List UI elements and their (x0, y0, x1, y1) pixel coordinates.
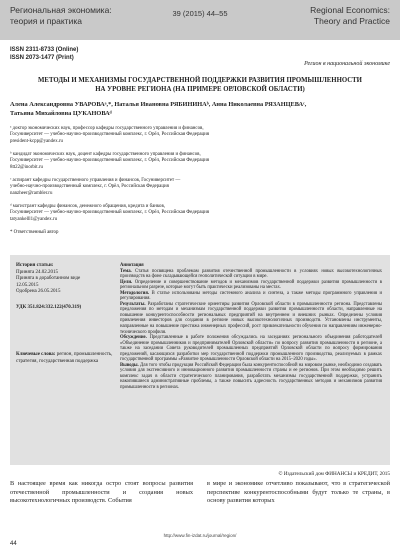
abstract-discussion (120, 335, 382, 363)
affiliation-line: ᵃ доктор экономических наук, профессор кафедры государственного управления и финансов, (10, 126, 204, 131)
abstract-discussion-text: Представленные в работе положения обсуждались на заседаниях регионального объединения работодателей «Объединение промышленников и предпринимателей Орловской области» по вопросу развития промышленности в регионе, а также на заседании Совета руководителей промышленных предприятий Орловской области по вопросу формирования предложений, касающихся разработки мер государственной поддержки промышленного производства, реализуемых в рамках государственной программы «Развитие промышленности Орловской области на 2015–2020 годы». (120, 335, 382, 363)
article-title-line2: НА УРОВНЕ РЕГИОНА (НА ПРИМЕРЕ ОРЛОВСКОЙ ОБЛАСТИ) (95, 86, 305, 93)
affiliation-a (10, 126, 310, 145)
affiliation-email[interactable]: nanzheer@rambler.ru (10, 190, 53, 196)
abstract-topic-text: Статья посвящена проблемам развития отечественной промышленности в условиях новых высокотехнологичных производств на фоне складывающейся геополитической ситуации в мире. (120, 268, 382, 280)
abstract-results (120, 302, 382, 335)
journal-name-en-line1: Regional Economics: (310, 5, 390, 15)
journal-header-band (0, 0, 400, 40)
article-history (16, 263, 114, 296)
abstract-topic-label: Тема. (120, 268, 132, 274)
abstract-results-label: Результаты. (120, 301, 146, 307)
received-date: Принята 24.02.2015 (16, 269, 58, 275)
abstract-goal-text: Определение и совершенствование методов и механизмов государственной поддержки развития промышленности в региональном разрезе, которые могут быть практически реализованы на местах. (120, 279, 383, 291)
affiliation-line: ᵈ магистрант кафедры финансов, денежного обращения, кредита и банков, (10, 204, 166, 209)
history-label: История статьи: (16, 263, 54, 268)
copyright-notice: © Издательский дом ФИНАНСЫ и КРЕДИТ, 2015 (278, 471, 390, 477)
abstract-conclusions-label: Выводы. (120, 362, 139, 368)
section-rubric: Регион в национальной экономике (304, 61, 390, 67)
issn-online: ISSN 2311-8733 (Online) (10, 47, 79, 53)
revised-label: Принята в доработанном виде (16, 276, 81, 282)
affiliation-c (10, 178, 310, 197)
author-list-line1: Алена Александровна УВАРОВАᵃ,*, Наталья Ивановна РЯБИНИНАᵇ, Анна Николаевна РЯЗАНЦЕВАᶜ, (10, 101, 307, 108)
journal-name-en-line2: Theory and Practice (313, 16, 390, 26)
abstract-topic (120, 269, 382, 280)
journal-name-en (310, 5, 390, 27)
journal-name-ru-line2: теория и практика (10, 16, 82, 26)
page-number: 44 (10, 541, 17, 547)
article-title-line1: МЕТОДЫ И МЕХАНИЗМЫ ГОСУДАРСТВЕННОЙ ПОДДЕРЖКИ РАЗВИТИЯ ПРОМЫШЛЕННОСТИ (38, 77, 362, 84)
abstract-goal (120, 280, 382, 291)
corresponding-author-note: * Ответственный автор (10, 230, 59, 235)
approved-date: Одобрена 26.05.2015 (16, 289, 61, 295)
revised-date: 12.05.2015 (16, 282, 39, 288)
abstract-goal-label: Цели. (120, 279, 133, 285)
affiliation-email[interactable]: president-kcpp@yandex.ru (10, 138, 63, 144)
affiliation-email[interactable]: tatyankelll1@yandex.ru (10, 216, 58, 222)
affiliation-line: ᵇ кандидат экономических наук, доцент кафедры государственного управления и финансов, (10, 152, 201, 157)
affiliation-email[interactable]: 8tt22@inorbit.ru (10, 164, 43, 170)
issue-info: 39 (2015) 44–55 (172, 9, 228, 18)
keywords-block (16, 352, 114, 365)
keywords-text: регион, промышленность, стратегия, государственная поддержка (16, 352, 113, 364)
abstract-conclusions-text: Для того чтобы продукция Российской Федерации была конкурентоспособной на мировом рынке, необходимо создавать условия для экстенсивного и инновационного развития промышленности страны и ее регионов. При этом необходимо решить комплекс задач в области стратегического планирования, разработать механизмы государственной поддержки, устранить накопившиеся административные проблемы, а также повысить адресность государственных методов и механизмов развития промышленности в регионах. (120, 362, 382, 391)
abstract-heading: Аннотация (120, 263, 144, 268)
affiliation-line: Госуниверситет — учебно-научно-производственный комплекс, г. Орёл, Российская Федерация (10, 132, 210, 138)
abstract-discussion-label: Обсуждение. (120, 335, 147, 341)
author-list-line2: Татьяна Михайловна ЦУКАНОВАᵈ (10, 110, 112, 117)
abstract-conclusions (120, 363, 382, 391)
udk-code: УДК 351.824:332.122(470.319) (16, 305, 82, 310)
abstract-results-text: Разработаны стратегические ориентиры развития Орловской области в промышленности региона. Представлены предложения по методам и механизмам государственной поддержки развития промышленности области, направленные на повышение конкурентоспособности региональных предприятий на внутреннем и внешних рынках. Определены условия привлечения инвесторов для создания в регионе новых высокотехнологичных производств. Установлены инструменты, направленные на повышение престижа инженерных профессий, рост привлекательности обучения по направлениям инженерно-технического профиля. (120, 301, 383, 335)
affiliation-line: Госуниверситет — учебно-научно-производственный комплекс, г. Орёл, Российская Федерация (10, 210, 210, 216)
journal-url[interactable]: http://www.fin-izdat.ru/journal/region/ (163, 533, 237, 538)
affiliation-line: учебно-научно-производственный комплекс, г. Орёл, Российская Федерация (10, 184, 169, 190)
journal-name-ru-line1: Региональная экономика: (10, 5, 112, 15)
affiliation-line: Госуниверситет — учебно-научно-производственный комплекс, г. Орёл, Российская Федерация (10, 158, 210, 164)
keywords-label: Ключевые слова: (16, 352, 56, 357)
affiliation-line: ᶜ аспирант кафедры государственного управления и финансов, Госуниверситет — (10, 178, 181, 183)
article-title (10, 76, 390, 94)
author-list (10, 100, 390, 118)
body-text-left-column: В настоящее время как никогда остро стоят вопросы развития отечественной промышленности и создания новых высокотехнологичных производств. События (10, 480, 193, 504)
affiliation-b (10, 152, 310, 171)
issn-print: ISSN 2073-1477 (Print) (10, 55, 74, 61)
issn-block (10, 46, 78, 62)
affiliation-d (10, 204, 310, 223)
abstract-method-label: Методология. (120, 290, 150, 296)
abstract-method (120, 291, 382, 302)
abstract-method-text: В статье использованы методы системного анализа и синтеза, а также методы программного управления и регулирования. (120, 290, 383, 302)
abstract (120, 263, 382, 391)
body-text-right-column: в мире и экономике отчетливо показывают, что в стратегической перспективе конкурентоспособными будут только те страны, в основу развития которых (207, 480, 390, 504)
